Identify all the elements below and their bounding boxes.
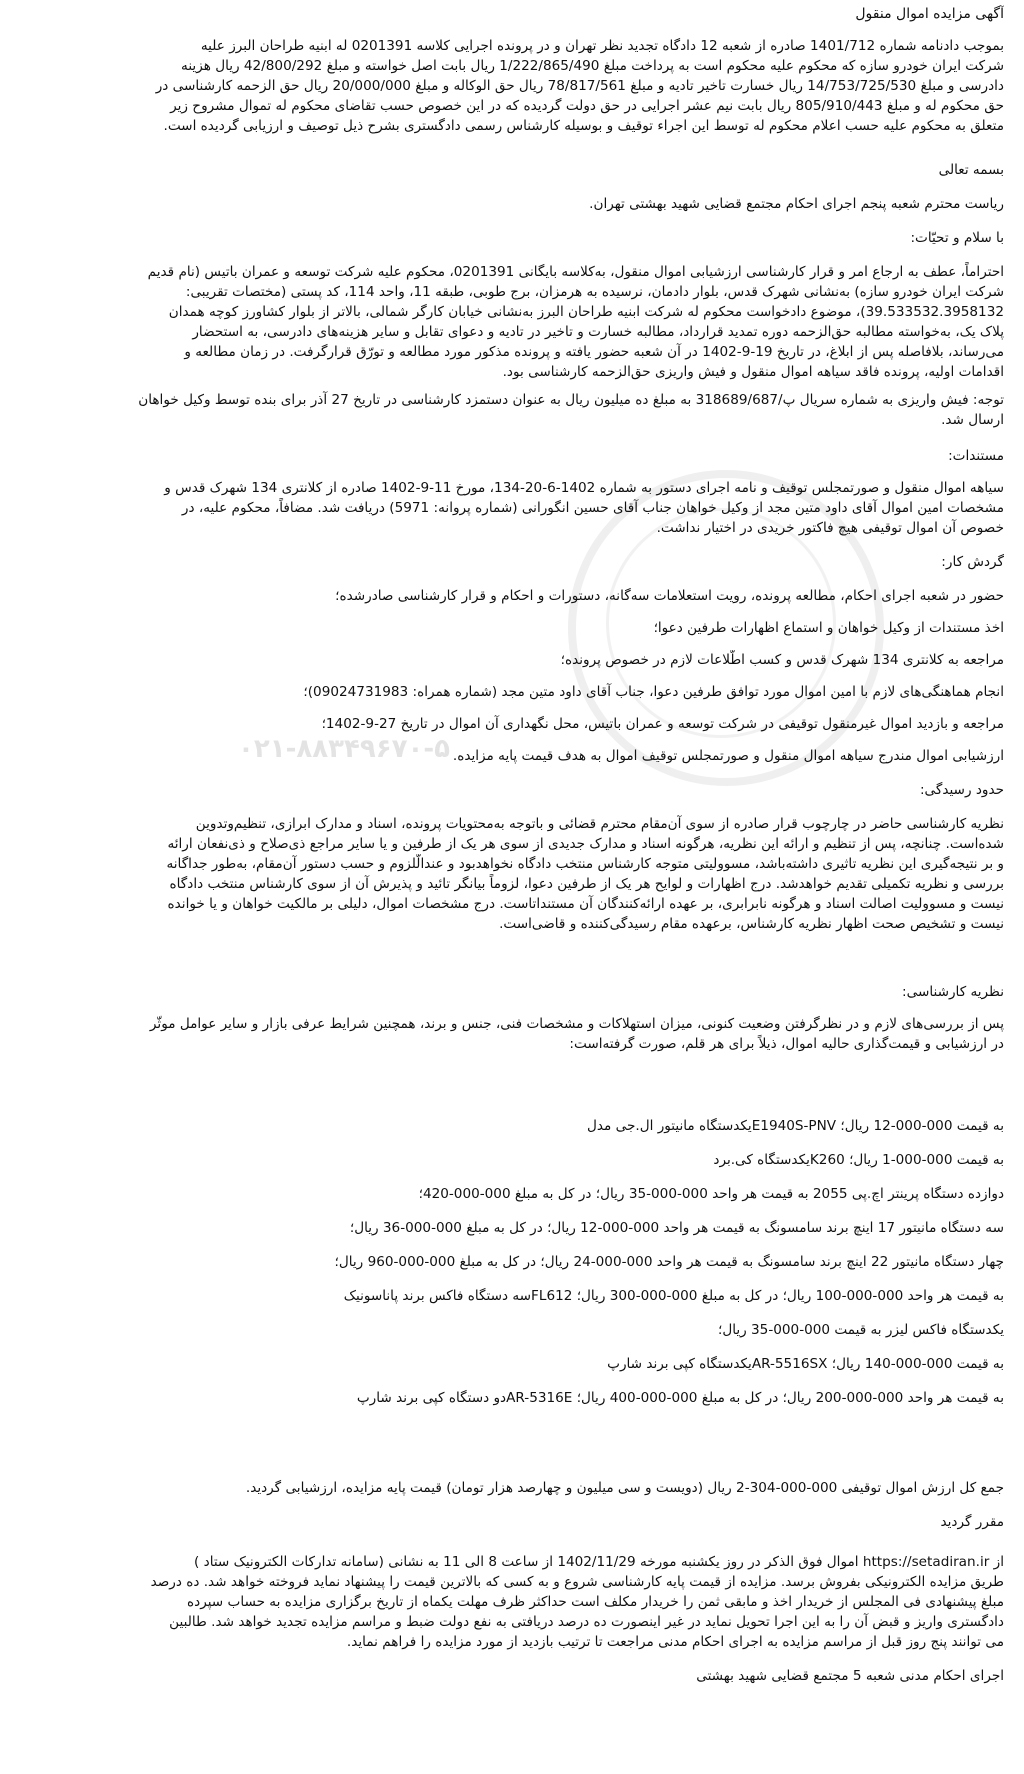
document-title: آگهی مزایده اموال منقول (855, 6, 1004, 22)
intro-line: دادرسی و مبلغ 14/753/725/530 ریال خسارت تاخیر تادیه و مبلغ 78/817/561 ریال حق الوکاله و مبلغ 20/000/000 ریال حق الزحمه کارشناسی در (155, 78, 1004, 94)
workflow-heading: گردش کار: (941, 554, 1004, 570)
opinion-line: در ارزشیابی و قیمت‌گذاری حالیه اموال، ذیلاً برای هر قلم، صورت گرفته‌است: (569, 1036, 1004, 1052)
workflow-item: مراجعه و بازدید اموال غیرمنقول توقیفی در شرکت توسعه و عمران باتیس، محل نگهداری آن اموال در تاریخ 27-9-1402؛ (321, 716, 1004, 732)
body-line: شرکت ایران خودرو سازه) به‌نشانی شهرک قدس، بلوار دادمان، نرسیده به هرمزان، برج طوبی، طبقه 11، واحد 114، کد پستی (مختصات تقریبی: (185, 284, 1004, 300)
scope-line: و بر نتیجه‌گیری این نظریه تاثیری داشته‌باشد، مسوولیتی متوجه کارشناس منتخب دادگاه نخواهدبود و عندالّلزوم و حسب دستور آن‌مقام، به‌طور جداگانه (166, 856, 1004, 872)
auction-notice-document (8, 0, 1016, 1774)
valuation-item: به قیمت 000-000-140 ریال؛ AR-5516SXیکدستگاه کپی برند شارپ (607, 1356, 1004, 1372)
workflow-item: انجام هماهنگی‌های لازم با امین اموال مورد توافق طرفین دعوا، جناب آقای داود متین مجد (شماره همراه: 09024731983)؛ (303, 684, 1004, 700)
issuer-signature: اجرای احکام مدنی شعبه 5 مجتمع قضایی شهید بهشتی (696, 1668, 1004, 1684)
scope-heading: حدود رسیدگی: (919, 782, 1004, 798)
auction-line: دادگستری واریز و قبض آن را به این اجرا تحویل نماید در غیر اینصورت ده درصد دریافتی به نفع دولت ضبط و مراسم مزایده تجدید خواهد شد. طالبین (169, 1614, 1004, 1630)
body-line: پلاک یک، به‌خواسته مطالبه حق‌الزحمه دوره تمدید قرارداد، مطالبه خسارت و تاخیر در تادیه و دعوای تقابل و سایر هزینه‌های دادرسی، به استحضار (192, 324, 1004, 340)
documents-line: خصوص آن اموال توقیفی هیچ فاکتور خریدی در اختیار نداشت. (656, 520, 1004, 536)
intro-line: متعلق به محکوم علیه حسب اعلام محکوم له توسط این اجراء توقیف و بوسیله کارشناس رسمی دادگستری بشرح ذیل توصیف و ارزیابی گردیده است. (163, 118, 1004, 134)
watermark-phone: ۰۲۱-۸۸۳۴۹۶۷۰-۵ (238, 734, 451, 764)
auction-line: می توانند پنج روز قبل از مراسم مزایده به اجرای احکام مدنی مراجعت تا ترتیب بازدید از مورد مزایده را فراهم نماید. (346, 1634, 1004, 1650)
valuation-item: دوازده دستگاه پرینتر اچ.پی 2055 به قیمت هر واحد 000-000-35 ریال؛ در کل به مبلغ 000-000-420؛ (418, 1186, 1004, 1202)
documents-line: سیاهه اموال منقول و صورتمجلس توقیف و نامه اجرای دستور به شماره 1402-6-20-134، مورخ 11-9-1402 صادره از کلانتری 134 شهرک قدس و (164, 480, 1004, 496)
scope-line: نظریه کارشناسی حاضر در چارچوب قرار صادره از سوی آن‌مقام محترم قضائی و باتوجه به‌محتویات پرونده، اسناد و مدارک ابرازی، تنظیم‌وتدوین (195, 816, 1004, 832)
valuation-item: به قیمت 000-000-12 ریال؛ E1940S-PNVیکدستگاه مانیتور ال.جی مدل (587, 1118, 1004, 1134)
intro-line: شرکت ایران خودرو سازه که محکوم علیه محکوم است به پرداخت مبلغ 1/222/865/490 ریال بابت اصل خواسته و مبلغ 42/800/292 ریال هزینه (181, 58, 1004, 74)
addressee: ریاست محترم شعبه پنجم اجرای احکام مجتمع قضایی شهید بهشتی تهران. (589, 196, 1004, 212)
workflow-item: حضور در شعبه اجرای احکام، مطالعه پرونده، رویت استعلامات سه‌گانه، دستورات و احکام و قرار کارشناسی صادرشده؛ (335, 588, 1004, 604)
workflow-item: مراجعه به کلانتری 134 شهرک قدس و کسب اطّلاعات لازم در خصوص پرونده؛ (560, 652, 1004, 668)
body-line: می‌رساند، بلافاصله پس از ابلاغ، در تاریخ 19-9-1402 در آن شعبه حضور یافته و پرونده مذکور مورد مطالعه و تورّق قرارگرفت. در زمان مطالعه و (184, 344, 1004, 360)
valuation-item: چهار دستگاه مانیتور 22 اینچ برند سامسونگ به قیمت هر واحد 000-000-24 ریال؛ در کل به مبلغ 000-000-960 ریال؛ (334, 1254, 1004, 1270)
body-line: اقدامات اولیه، پرونده فاقد سیاهه اموال منقول و فیش واریزی حق‌الزحمه کارشناسی بود. (502, 364, 1004, 380)
note-line: توجه: فیش واریزی به شماره سریال پ/318689/687 به مبلغ ده میلیون ریال به عنوان دستمزد کارشناسی در تاریخ 27 آذر برای بنده توسط وکیل خواهان (138, 392, 1004, 408)
auction-line: از https://setadiran.ir اموال فوق الذکر در روز یکشنبه مورخه 1402/11/29 از ساعت 8 الی 11 به نشانی (سامانه تدارکات الکترونیک ستاد ) (194, 1554, 1004, 1570)
opinion-line: پس از بررسی‌های لازم و در نظرگرفتن وضعیت کنونی، میزان استهلاکات و مشخصات فنی، جنس و برند، همچنین شرایط عرفی بازار و سایر عوامل موثّر (149, 1016, 1004, 1032)
greeting: با سلام و تحیّات: (910, 230, 1004, 246)
opinion-heading: نظریه کارشناسی: (902, 984, 1004, 1000)
bismillah: بسمه تعالی (938, 162, 1004, 178)
body-line: احتراماً، عطف به ارجاع امر و قرار کارشناسی ارزشیابی اموال منقول، به‌کلاسه بایگانی 0201391، محکوم علیه شرکت توسعه و عمران باتیس (نام قدیم (147, 264, 1004, 280)
valuation-item: یکدستگاه فاکس لیزر به قیمت 000-000-35 ریال؛ (718, 1322, 1004, 1338)
workflow-item: ارزشیابی اموال مندرج سیاهه اموال منقول و صورتمجلس توقیف اموال به هدف قیمت پایه مزایده. (452, 748, 1004, 764)
valuation-item: به قیمت 000-000-1 ریال؛ K260یکدستگاه کی.برد (713, 1152, 1004, 1168)
valuation-item: به قیمت هر واحد 000-000-200 ریال؛ در کل به مبلغ 000-000-400 ریال؛ AR-5316Eدو دستگاه کپی برند شارپ (356, 1390, 1004, 1406)
scope-line: شده‌است. چنانچه، پس از تنظیم و ارائه این نظریه، هرگونه اسناد و مدارک جدیدی از سوی هر یک از طرفین و یا سایر مراجع ذی‌صلاح و ذی‌نفعان ارائه (167, 836, 1004, 852)
scope-line: بررسی و نظریه تکمیلی تقدیم خواهدشد. درج اظهارات و لوایح هر یک از طرفین دعوا، لزوماً بیانگر تائید و پذیرش آن از سوی کارشناس منتخب دادگاه (169, 876, 1004, 892)
scope-line: نیست و مسوولیت اصالت اسناد و هرگونه نابرابری، بر عهده ارائه‌کنندگان آن مستنداتاست. درج مشخصات اموال، دلیلی بر مالکیت خواهان و یا خوانده (167, 896, 1004, 912)
documents-line: مشخصات امین اموال آقای داود متین مجد از وکیل خواهان جناب آقای حسین انگورانی (شماره پروانه: 5971) دریافت شد. مضافاً، محکوم علیه، در (181, 500, 1004, 516)
intro-line: بموجب دادنامه شماره 1401/712 صادره از شعبه 12 دادگاه تجدید نظر تهران و در پرونده اجرایی کلاسه 0201391 له ابنیه طراحان البرز علیه (200, 38, 1004, 54)
intro-line: حق محکوم له و مبلغ 805/910/443 ریال بابت نیم عشر اجرایی در حق دولت گردیده که در این خصوص حسب تقاضای محکوم له تموال مشروح زیر (170, 98, 1004, 114)
workflow-item: اخذ مستندات از وکیل خواهان و استماع اظهارات طرفین دعوا؛ (653, 620, 1004, 636)
note-line: ارسال شد. (941, 412, 1004, 428)
valuation-item: به قیمت هر واحد 000-000-100 ریال؛ در کل به مبلغ 000-000-300 ریال؛ FL612سه دستگاه فاکس برند پاناسونیک (343, 1288, 1004, 1304)
decided-label: مقرر گردید (940, 1514, 1004, 1530)
auction-line: طریق مزایده الکترونیکی بفروش برسد. مزایده از قیمت پایه کارشناسی شروع و به کسی که بالاترین قیمت را پیشنهاد نماید فروخته خواهد شد. ده درصد (150, 1574, 1004, 1590)
auction-line: مبلغ پیشنهادی فی المجلس از خریدار اخذ و مابقی ثمن را خریدار مکلف است حداکثر ظرف مهلت یکماه از تاریخ برگزاری مزایده به حساب سپرده (187, 1594, 1004, 1610)
body-line: 39.533532.3958132)، موضوع دادخواست محکوم له شرکت ابنیه طراحان البرز به‌نشانی خیابان کارگر شمالی، بالاتر از بلوار کشاورز کوچه همدان (168, 304, 1004, 320)
documents-heading: مستندات: (948, 448, 1004, 464)
total-valuation: جمع کل ارزش اموال توقیفی 000-000-304-2 ریال (دویست و سی میلیون و چهارصد هزار تومان) قیمت پایه مزایده، ارزشیابی گردید. (245, 1480, 1004, 1496)
valuation-item: سه دستگاه مانیتور 17 اینچ برند سامسونگ به قیمت هر واحد 000-000-12 ریال؛ در کل به مبلغ 000-000-36 ریال؛ (349, 1220, 1004, 1236)
scope-line: نیست و تشخیص صحت اظهار نظریه کارشناس، برعهده مقام رسیدگی‌کننده و قاضی‌است. (499, 916, 1004, 932)
